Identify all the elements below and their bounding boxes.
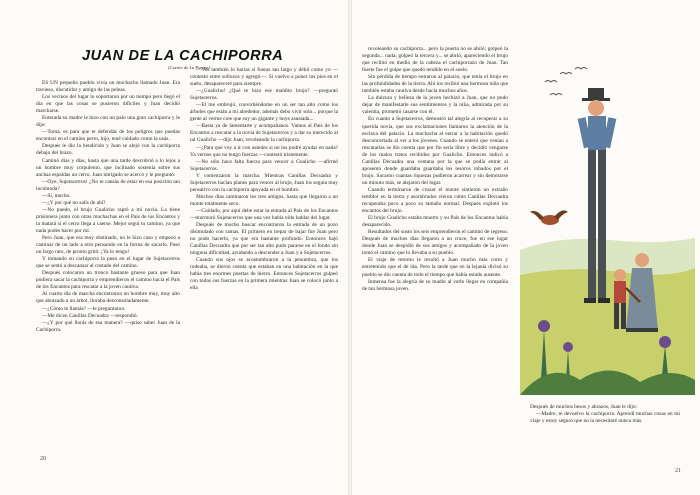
caption-line: Después de muchos besos y abrazos, Juan le dijo: — [530, 404, 638, 410]
paragraph: Después de mucho buscar encontraron la entrada de un pozo disimulado con ramas. El primero en trepar de bajar fue Juan pero no pudo hacerlo, ya que era bastante profundo. Entonces bajó Canillas Decuadra que por ser tan alto pudo pararse en el fondo sin ninguna dificultad, ayudando a descender a Juan y a Sujetacerros. — [190, 222, 338, 257]
paragraph: —¿Para qué voy a ir con ustedes si no los podré ayudar en nada? Ya vernos que no tengo fuerzas —contestó tristemente. — [190, 144, 338, 158]
text-column-3 — [362, 46, 508, 476]
paragraph: Enterada su madre le hizo con un palo una gran cachiporra y le dijo: — [36, 115, 180, 129]
page-number-right: 21 — [675, 468, 681, 474]
paragraph: —El me embrujó, convirtiéndome en un ser tan alto como los árboles que están a mi alrededor, además debo vivir solo... porque la gente al verme cree que soy un gigante y huye asustada... — [190, 102, 338, 123]
paragraph: —Basta ya de lamentarte y acompañanos. Vamos al País de los Encantos a rescatar a la novia de Sujetacerros y a dar su merecido al tal Gualicho —dijo Juan, revoleando la cachiporra. — [190, 123, 338, 144]
paragraph: revoleando su cachiporra... pero la puerta no se abrió; golpeó la segunda... nada; golpeó la tercera y... se abrió, apareciendo el brujo que recibió en medio de la cabeza el cachiporrazo de Juan. Tan fuerte fue el golpe que quedó tendido en el suelo. — [362, 46, 508, 74]
paragraph: El brujo Gualicho estaba muerto y su País de los Encantos había desaparecido. — [362, 215, 508, 229]
illustration — [520, 60, 695, 395]
paragraph: Muchos días caminaron los tres amigos, hasta que llegaron a un monte totalmente seco. — [190, 193, 338, 207]
text-column-1 — [36, 80, 180, 448]
paragraph: La dulzura y belleza de la joven hechizó a Juan, que no pudo dejar de manifestarle sus sentimientos y la niña, admirada por su valentía, prometió casarse con él. — [362, 95, 508, 116]
paragraph: Pero Juan, que era muy obstinado, no le hizo caso y empezó a caminar de un lado a otro pensando en la forma de sacarlo. Pasó un largo rato, de pronto gritó: ¡Ya lo tengo! — [36, 235, 180, 256]
caption-line: —Madre, te devuelvo la cachiporra. Aprendí muchas cosas en mi viaje y estoy seguro que no la necesitaré nunca más. — [530, 411, 680, 425]
paragraph: —Oye, Sujetacerros! ¿No te cansás de estar en esa posición tan incómoda? — [36, 178, 180, 192]
paragraph: Y comenzaron la marcha. Mientras Canillas Decuadra y Sujetacerros hacían planes para vencer al brujo, Juan los seguía muy pensativo con la cachiporra apoyada en el hombro. — [190, 172, 338, 193]
paragraph: —Sí, mucho. — [42, 192, 71, 199]
paragraph: Caminó días y días, hasta que una tarde descubrió a lo lejos a un hombre muy corpulento, que inclinado sostenía sobre sus anchas espaldas un cerro. Juan intrigado se acercó y le preguntó: — [36, 157, 180, 178]
paragraph: —Vos también lo harías si fueras tan largo y débil como yo —contestó entre sollozos y agregó—. Si vuelvo a poner los pies en el suelo, desapareceré para siempre. — [190, 67, 338, 88]
paragraph: —Tomá, es para que te defendás de los peligros que puedas encontrar en el camino perro, hijo, tené cuidado como la usás. — [36, 129, 180, 143]
paragraph: —No sólo hace falta fuerza para vencer a Gualicho —afirmó Sujetacerros. — [190, 158, 338, 172]
paragraph: ES UN pequeño pueblo vivía un muchacho llamado Juan. Era travieso, discutidor y amigo de las peleas. — [36, 80, 180, 94]
paragraph: Y tomando su cachiporra la puso en el lugar de Sujetacerros que se sentó a descansar al costado del camino. — [36, 256, 180, 270]
paragraph: Cuando sus ojos se acostumbraron a la penumbra, que los rodeaba, se dieron cuenta que estaban en una habitación en la que había tres enormes puertas de hierro. Entonces Sujetacerros golpeó con todas sus fuerzas en la primera mientras Juan se colocó junto a ella — [190, 257, 338, 292]
paragraph: Sin pérdida de tiempo entraron al palacio, que tenía el brujo en las profundidades de la tierra. Ahí los recibió una hermosa niña que también estaba cautiva desde hacía muchos años. — [362, 74, 508, 95]
story-title: JUAN DE LA CACHIPORRA — [82, 48, 284, 64]
paragraph: —¿Y por qué no salís de ahí? — [42, 199, 106, 206]
paragraph: En cuanto a Sujetacerros, demostró tal alegría al recuperar a su querida novia, que sus exclamaciones llamaron la atención de la esclava del palacio. La muchacha al entrar a la habitación quedó desconcertada al ver a los jóvenes. Cuando se enteró que venían a rescatarlas se dio cuenta que por fin sería libre y decidió vengarse de los malos tratos recibidos por Gualicho. Entonces indicó a Canillas Decuadra una ventana por la que se podía entrar al aposento donde guardaba guardaba los tesoros robados por el brujo. Sacaron cuantas riquezas pudieron acarrear y sin demorarse un minuto más, se alejaron del lugar. — [362, 116, 508, 186]
paragraph: —¿Gualicho! ¿Qué te hizo ese maldito brujo? —preguntó Sujetacerros. — [190, 88, 338, 102]
paragraph: Al cuarto día de marcha encontraron un hombre muy, muy alto que abrazado a un árbol, lloraba desconsoladamente. — [36, 291, 180, 305]
page-number-left: 20 — [40, 456, 46, 462]
paragraph: —Cuidado, por aquí debe estar la entrada al País de los Encantos —murmuró Sujetacerros que una vez había oído hablar del lugar. — [190, 207, 338, 221]
paragraph: El viaje de retorno le resultó a Juan mucho más corto y entretenido que el de ida. Pero la tarde que en la lejanía divisó su pueblo se dio cuenta de todo el tiempo que había estado ausente. — [362, 257, 508, 278]
paragraph: —¿Y por qué llorás de esa manera? —quiso saber Juan de la Cachiporra. — [36, 319, 180, 333]
paragraph: —¿Cómo te llamás? —le preguntaron. — [42, 305, 126, 312]
paragraph: —Me dicen Canillas Decuadra —respondió. — [42, 312, 138, 319]
paragraph: Los vecinos del lugar lo soportaron por un tiempo pero llegó el día en que las cosas se pusieron difíciles y Juan decidió marcharse. — [36, 94, 180, 115]
paragraph: —No puedo, el brujo Gualicho raptó a mi novia. La tiene prisionera junto con otras muchachas en el País de los Encantos y la matará si el cerro llega a caerse. Mejor seguí tu camino, ya que nada podés hacer por mí. — [36, 206, 180, 234]
paragraph: Inmensa fue la alegría de su madre al verlo llegar en compañía de tan hermosa joven. — [362, 278, 508, 292]
paragraph: Después le dio la bendición y Juan se alejó con la cachiporra debajo del brazo. — [36, 143, 180, 157]
illustration-caption — [530, 404, 680, 425]
book-gutter — [348, 0, 352, 495]
paragraph: Después colocaron un tronco bastante grueso para que Juan pudiera sacar la cachiporra y emprendieron el camino hacia el País de los Encantos para rescatar a la joven cautiva. — [36, 270, 180, 291]
paragraph: Cuando terminaron de cruzar el monte sintieron un extraño temblor en la tierra y asombrados vieron cómo Canillas Decuadra recuperaba poco a poco su tamaño normal. Después explotó los encantos del brujo. — [362, 186, 508, 215]
text-column-2 — [190, 67, 338, 448]
paragraph: Resultados del susto los seis emprendieron el camino de regreso. Después de muchos días llegaron a un cruce, fue en ese lugar donde Juan se despidió de sus amigos y acompañado de la joven tomó el camino que lo llevaba a su pueblo. — [362, 229, 508, 257]
story-subtitle: (Cuento de La Pampa) — [168, 65, 210, 70]
